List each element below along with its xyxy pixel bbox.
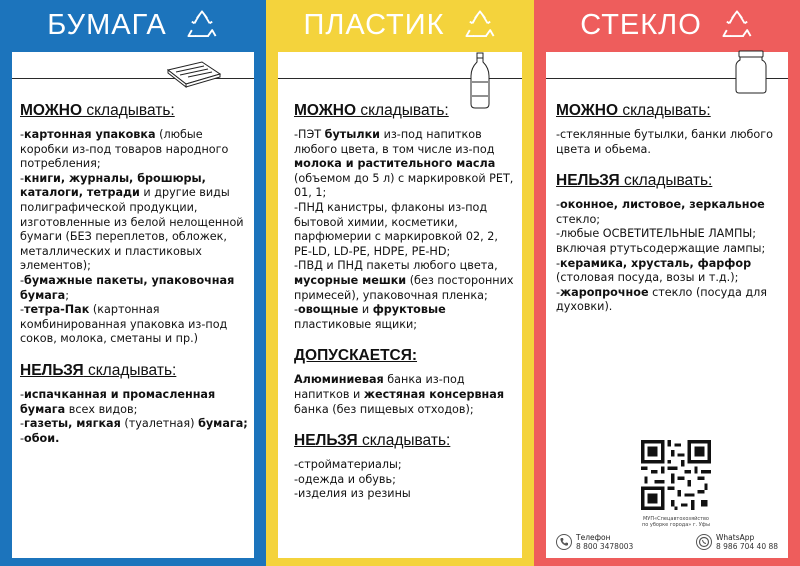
list-item: -книги, журналы, брошюры, каталоги, тетради и другие виды полиграфической продукции, изготовленные из белой нелощенной бумаги (БЕЗ переплетов, обложек, металлических и пластиковых элементов);: [20, 171, 244, 273]
glass-jar-icon: [734, 50, 768, 94]
glass-header: [546, 0, 788, 50]
plastic-panel: [278, 52, 522, 558]
recycle-icon: [463, 8, 497, 42]
whatsapp-contact[interactable]: [696, 533, 778, 551]
qr-code[interactable]: [641, 440, 711, 510]
qr-caption: МУП«Спецавтохозяйство по уборке города» г. Уфы: [641, 516, 711, 528]
whatsapp-number: 8 986 704 40 88: [716, 542, 779, 551]
phone-contact[interactable]: [556, 533, 633, 551]
list-item: -оконное, листовое, зеркальное стекло;: [556, 198, 765, 226]
phone-icon: [556, 534, 572, 550]
list-item: -изделия из резины: [294, 487, 411, 501]
list-item: -испачканная и промасленная бумага всех видов;: [20, 387, 216, 416]
section-heading: НЕЛЬЗЯ складывать:: [556, 172, 713, 190]
plastic-content: [294, 97, 516, 502]
qr-block: [641, 440, 711, 528]
glass-column: [534, 0, 800, 566]
section-heading: МОЖНО складывать:: [556, 102, 711, 119]
phone-number: 8 800 3478003: [576, 542, 634, 551]
recycle-icon: [185, 8, 219, 42]
list-item: -овощные и фруктовые пластиковые ящики;: [294, 303, 446, 331]
list-item: -стеклянные бутылки, банки любого цвета и обьема.: [556, 128, 773, 156]
list-item: -ПВД и ПНД пакеты любого цвета, мусорные мешки (без посторонних примесей), упаковочная пленка;: [294, 259, 514, 302]
recycle-icon: [720, 8, 754, 42]
section-heading: МОЖНО складывать:: [20, 102, 175, 119]
list-item: -обои.: [20, 431, 60, 445]
paper-stack-icon: [162, 60, 224, 88]
list-item: -ПЭТ бутылки из-под напитков любого цвета, в том числе из-под молока и растительного масла (объемом до 5 л) с маркировкой PET, 01, 1;: [294, 128, 514, 200]
list-item: -бумажные пакеты, упаковочная бумага;: [20, 273, 235, 302]
paper-content: [20, 97, 248, 446]
list-item: -ПНД канистры, флаконы из-под бытовой химии, косметики, парфюмерии с маркировкой 02, 2, PE-LD, LD-PE, HDPE, PE-HD;: [294, 200, 498, 258]
list-item: -стройматериалы;: [294, 458, 402, 472]
list-item: -жаропрочное стекло (посуда для духовки).: [556, 285, 768, 314]
paper-title: БУМАГА: [47, 8, 167, 41]
list-item: -тетра-Пак (картонная комбинированная упаковка из-под соков, молока, сметаны и пр.): [20, 303, 228, 346]
list-item: -керамика, хрусталь, фарфор (столовая посуда, возы и т.д.);: [556, 256, 752, 285]
section-heading: НЕЛЬЗЯ складывать:: [20, 361, 177, 379]
whatsapp-icon: [696, 534, 712, 550]
section-heading: МОЖНО складывать:: [294, 102, 449, 119]
list-item: -картонная упаковка (любые коробки из-под товаров народного потребления;: [20, 128, 229, 171]
section-heading: ДОПУСКАЕТСЯ:: [294, 347, 418, 365]
paper-panel: [12, 52, 254, 558]
phone-label: Телефон: [576, 533, 611, 542]
plastic-title: ПЛАСТИК: [303, 8, 445, 41]
list-item: -одежда и обувь;: [294, 472, 396, 486]
list-item: Алюминиевая банка из-под напитков и жестяная консервная банка (без пищевых отходов);: [294, 373, 505, 416]
whatsapp-label: WhatsApp: [716, 533, 755, 542]
paper-header: [12, 0, 254, 50]
glass-panel: [546, 52, 788, 558]
glass-content: [556, 97, 782, 315]
section-heading: НЕЛЬЗЯ складывать:: [294, 432, 451, 450]
glass-title: СТЕКЛО: [580, 8, 702, 41]
plastic-column: [266, 0, 534, 566]
list-item: -газеты, мягкая (туалетная) бумага;: [20, 417, 248, 431]
plastic-header: [278, 0, 522, 50]
paper-column: [0, 0, 266, 566]
list-item: -любые ОСВЕТИТЕЛЬНЫЕ ЛАМПЫ; включая ртутьсодержащие лампы;: [556, 227, 766, 255]
